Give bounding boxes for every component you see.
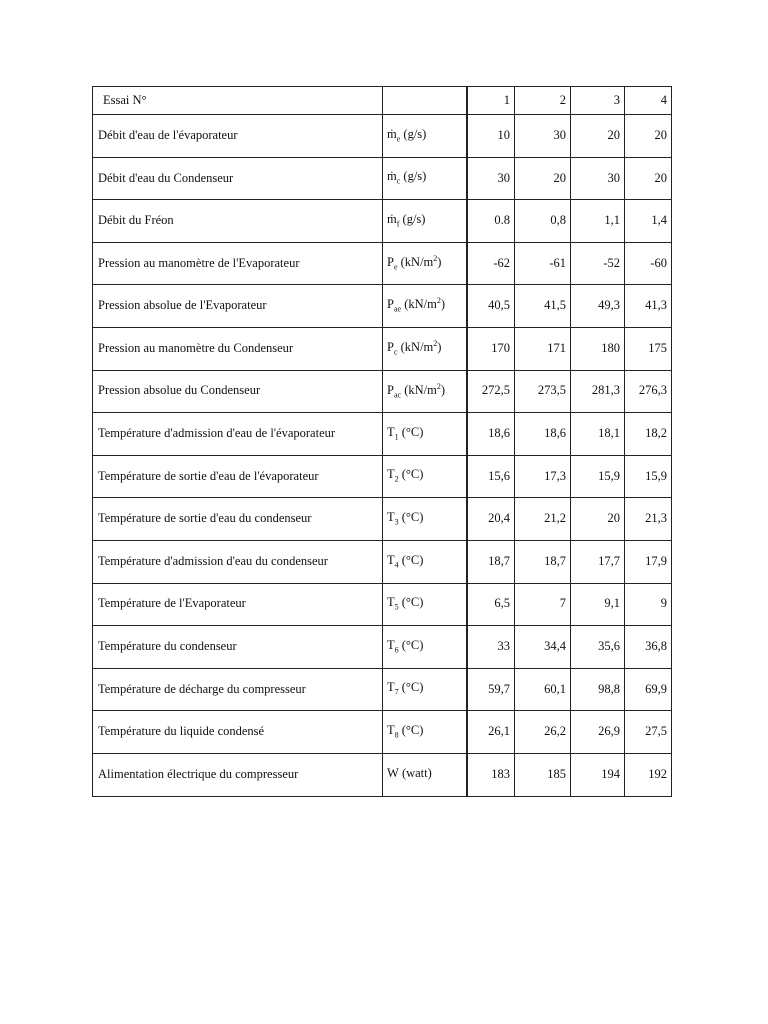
- cell-run-3: 20: [571, 115, 625, 158]
- row-symbol: [383, 540, 467, 583]
- symbol-unit: (kN/m: [401, 297, 437, 312]
- table-row: [93, 285, 672, 328]
- table-row: [93, 711, 672, 754]
- symbol-main: T: [387, 680, 395, 695]
- symbol-unit: (°C): [398, 637, 424, 652]
- symbol-subscript: 3: [394, 517, 399, 527]
- symbol-main: T: [387, 595, 395, 610]
- symbol-main: T: [387, 424, 395, 439]
- cell-run-3: 35,6: [571, 626, 625, 669]
- symbol-subscript: 4: [394, 560, 399, 570]
- unit-close-paren: ): [440, 382, 445, 397]
- unit-superscript: 2: [433, 339, 438, 349]
- cell-run-3: 281,3: [571, 370, 625, 413]
- header-row: [93, 87, 672, 115]
- cell-run-3: 194: [571, 753, 625, 796]
- row-label: Température du condenseur: [93, 626, 383, 669]
- cell-run-3: 17,7: [571, 540, 625, 583]
- cell-run-1: 18,7: [467, 540, 515, 583]
- symbol-subscript: ae: [393, 305, 402, 315]
- row-symbol: [383, 498, 467, 541]
- row-label: Température de sortie d'eau de l'évaporateur: [93, 455, 383, 498]
- row-label: Pression absolue du Condenseur: [93, 370, 383, 413]
- cell-run-1: 0.8: [467, 200, 515, 243]
- cell-run-3: 1,1: [571, 200, 625, 243]
- row-label: Débit d'eau du Condenseur: [93, 157, 383, 200]
- table-row: [93, 115, 672, 158]
- unit-close-paren: ): [437, 255, 442, 269]
- row-label: Température d'admission d'eau du condenseur: [93, 540, 383, 583]
- row-label: Débit d'eau de l'évaporateur: [93, 115, 383, 158]
- row-symbol: [383, 285, 467, 328]
- symbol-main: T: [387, 722, 395, 737]
- row-label: Pression absolue de l'Evaporateur: [93, 285, 383, 328]
- table-row: [93, 370, 672, 413]
- cell-run-1: 33: [467, 626, 515, 669]
- cell-run-2: 17,3: [515, 455, 571, 498]
- cell-run-4: 276,3: [625, 370, 672, 413]
- symbol-subscript: 6: [394, 645, 399, 655]
- symbol-subscript: e: [393, 262, 398, 272]
- cell-run-3: 180: [571, 327, 625, 370]
- symbol-subscript: 7: [394, 687, 399, 697]
- cell-run-4: 69,9: [625, 668, 672, 711]
- cell-run-1: 15,6: [467, 455, 515, 498]
- unit-close-paren: ): [440, 297, 445, 312]
- cell-run-1: 20,4: [467, 498, 515, 541]
- cell-run-3: 49,3: [571, 285, 625, 328]
- symbol-unit: (°C): [398, 595, 424, 610]
- cell-run-2: 185: [515, 753, 571, 796]
- symbol-unit: (kN/m: [397, 340, 434, 355]
- symbol-main: T: [387, 467, 395, 482]
- cell-run-4: 18,2: [625, 413, 672, 456]
- symbol-main: T: [387, 637, 395, 652]
- table-row: [93, 455, 672, 498]
- cell-run-1: 26,1: [467, 711, 515, 754]
- row-label: Température de l'Evaporateur: [93, 583, 383, 626]
- cell-run-4: 175: [625, 327, 672, 370]
- symbol-unit: (°C): [398, 467, 424, 482]
- cell-run-2: 0,8: [515, 200, 571, 243]
- symbol-subscript: e: [396, 134, 401, 144]
- symbol-unit: (g/s): [400, 169, 427, 184]
- table-row: [93, 242, 672, 285]
- cell-run-4: 192: [625, 753, 672, 796]
- cell-run-2: 18,6: [515, 413, 571, 456]
- table-row: [93, 157, 672, 200]
- cell-run-3: 20: [571, 498, 625, 541]
- cell-run-2: 26,2: [515, 711, 571, 754]
- cell-run-2: 273,5: [515, 370, 571, 413]
- table-row: [93, 498, 672, 541]
- cell-run-4: 36,8: [625, 626, 672, 669]
- cell-run-2: 18,7: [515, 540, 571, 583]
- unit-close-paren: ): [437, 340, 442, 355]
- symbol-subscript: 2: [394, 474, 399, 484]
- table-row: [93, 200, 672, 243]
- row-symbol: [383, 327, 467, 370]
- cell-run-4: -60: [625, 242, 672, 285]
- cell-run-2: 7: [515, 583, 571, 626]
- cell-run-3: 9,1: [571, 583, 625, 626]
- symbol-unit: (kN/m: [397, 255, 434, 269]
- cell-run-4: 27,5: [625, 711, 672, 754]
- table-row: [93, 327, 672, 370]
- unit-superscript: 2: [433, 253, 438, 263]
- cell-run-2: 34,4: [515, 626, 571, 669]
- row-label: Alimentation électrique du compresseur: [93, 753, 383, 796]
- row-symbol: [383, 753, 467, 796]
- header-run-3: 3: [571, 87, 625, 115]
- cell-run-1: 30: [467, 157, 515, 200]
- symbol-subscript: c: [393, 347, 398, 357]
- cell-run-4: 21,3: [625, 498, 672, 541]
- cell-run-1: 6,5: [467, 583, 515, 626]
- cell-run-3: -52: [571, 242, 625, 285]
- table-row: [93, 540, 672, 583]
- symbol-unit: (°C): [398, 424, 424, 439]
- row-symbol: [383, 157, 467, 200]
- cell-run-1: -62: [467, 242, 515, 285]
- symbol-main: P: [387, 382, 394, 397]
- row-symbol: [383, 711, 467, 754]
- cell-run-2: 60,1: [515, 668, 571, 711]
- row-symbol: [383, 370, 467, 413]
- symbol-unit: (g/s): [399, 211, 426, 226]
- symbol-subscript: 1: [394, 432, 399, 442]
- table-row: [93, 583, 672, 626]
- cell-run-1: 170: [467, 327, 515, 370]
- symbol-unit: (watt): [398, 765, 432, 780]
- symbol-subscript: f: [396, 219, 400, 229]
- row-label: Débit du Fréon: [93, 200, 383, 243]
- cell-run-4: 9: [625, 583, 672, 626]
- row-symbol: [383, 200, 467, 243]
- test-results-table: [92, 86, 672, 797]
- symbol-main: T: [387, 509, 395, 524]
- symbol-unit: (°C): [398, 509, 424, 524]
- cell-run-4: 20: [625, 157, 672, 200]
- row-symbol: [383, 455, 467, 498]
- table-row: [93, 753, 672, 796]
- cell-run-3: 18,1: [571, 413, 625, 456]
- symbol-main: ṁ: [387, 126, 397, 141]
- cell-run-3: 98,8: [571, 668, 625, 711]
- cell-run-2: 21,2: [515, 498, 571, 541]
- symbol-unit: (kN/m: [401, 382, 437, 397]
- cell-run-1: 40,5: [467, 285, 515, 328]
- row-label: Pression au manomètre de l'Evaporateur: [93, 242, 383, 285]
- row-symbol: [383, 413, 467, 456]
- cell-run-4: 17,9: [625, 540, 672, 583]
- table-row: [93, 668, 672, 711]
- cell-run-2: -61: [515, 242, 571, 285]
- cell-run-4: 15,9: [625, 455, 672, 498]
- cell-run-3: 15,9: [571, 455, 625, 498]
- table-row: [93, 626, 672, 669]
- row-symbol: [383, 242, 467, 285]
- cell-run-1: 272,5: [467, 370, 515, 413]
- row-symbol: [383, 115, 467, 158]
- header-symbol: [383, 87, 467, 115]
- symbol-main: P: [387, 340, 394, 355]
- cell-run-2: 41,5: [515, 285, 571, 328]
- symbol-main: ṁ: [387, 169, 397, 184]
- row-symbol: [383, 583, 467, 626]
- header-run-1: 1: [467, 87, 515, 115]
- symbol-unit: (°C): [398, 722, 424, 737]
- cell-run-2: 171: [515, 327, 571, 370]
- row-label: Température de sortie d'eau du condenseur: [93, 498, 383, 541]
- cell-run-2: 30: [515, 115, 571, 158]
- table-body: [93, 87, 672, 797]
- cell-run-4: 20: [625, 115, 672, 158]
- row-symbol: [383, 668, 467, 711]
- cell-run-1: 18,6: [467, 413, 515, 456]
- cell-run-2: 20: [515, 157, 571, 200]
- symbol-subscript: 5: [394, 602, 399, 612]
- unit-superscript: 2: [436, 381, 441, 391]
- cell-run-1: 59,7: [467, 668, 515, 711]
- symbol-subscript: c: [396, 176, 401, 186]
- row-label: Température d'admission d'eau de l'évaporateur: [93, 413, 383, 456]
- symbol-unit: (g/s): [400, 126, 427, 141]
- table-row: [93, 413, 672, 456]
- symbol-main: ṁ: [387, 211, 397, 226]
- symbol-main: P: [387, 255, 394, 269]
- symbol-subscript: ac: [393, 390, 402, 400]
- symbol-main: W: [387, 765, 399, 780]
- cell-run-1: 10: [467, 115, 515, 158]
- header-label: Essai N°: [93, 87, 383, 115]
- symbol-unit: (°C): [398, 680, 424, 695]
- cell-run-4: 1,4: [625, 200, 672, 243]
- row-label: Pression au manomètre du Condenseur: [93, 327, 383, 370]
- header-run-2: 2: [515, 87, 571, 115]
- cell-run-1: 183: [467, 753, 515, 796]
- unit-superscript: 2: [436, 296, 441, 306]
- row-label: Température du liquide condensé: [93, 711, 383, 754]
- header-run-4: 4: [625, 87, 672, 115]
- row-label: Température de décharge du compresseur: [93, 668, 383, 711]
- cell-run-3: 30: [571, 157, 625, 200]
- cell-run-3: 26,9: [571, 711, 625, 754]
- symbol-main: P: [387, 297, 394, 312]
- symbol-main: T: [387, 552, 395, 567]
- symbol-unit: (°C): [398, 552, 424, 567]
- symbol-subscript: 8: [394, 730, 399, 740]
- cell-run-4: 41,3: [625, 285, 672, 328]
- row-symbol: [383, 626, 467, 669]
